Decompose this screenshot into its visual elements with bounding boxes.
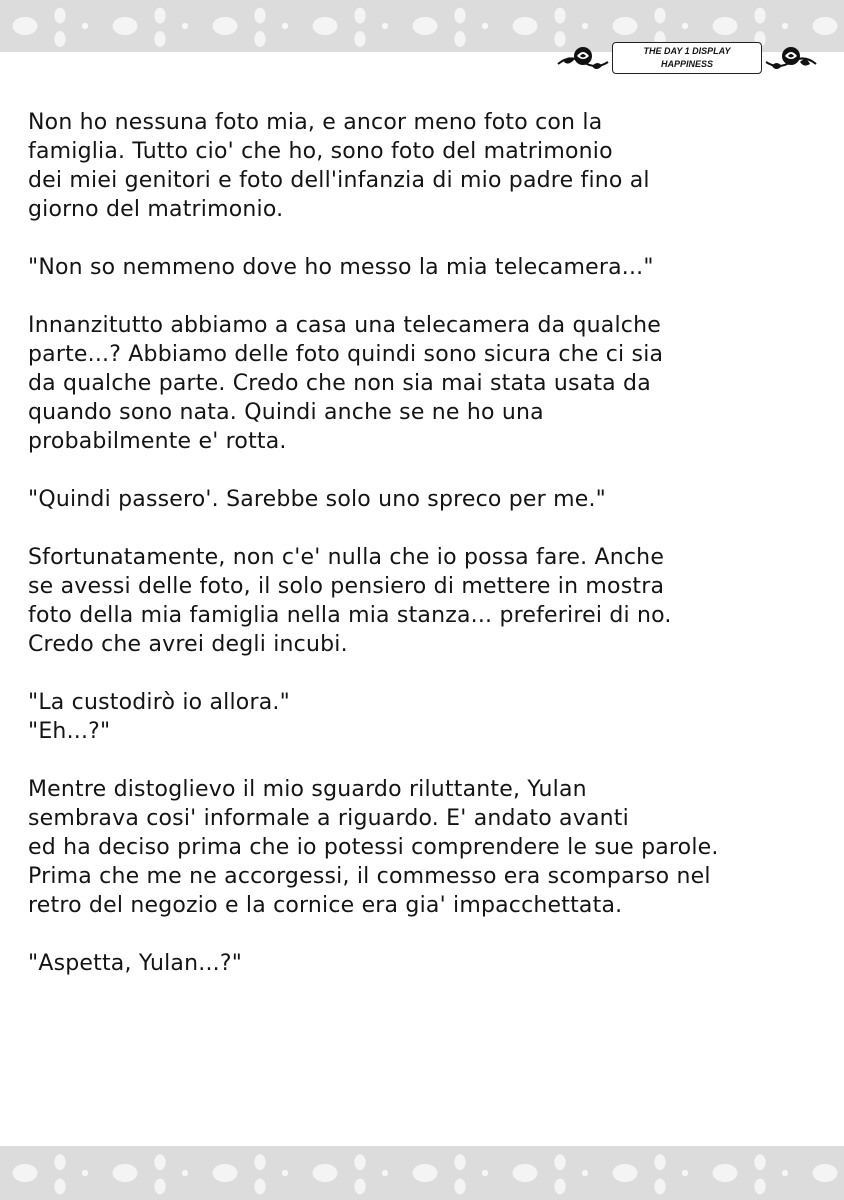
text-line: Prima che me ne accorgessi, il commesso era scomparso nel — [28, 864, 711, 889]
chapter-header-badge — [556, 38, 818, 78]
text-line: parte...? Abbiamo delle foto quindi sono sicura che ci sia — [28, 342, 664, 367]
paragraph-1 — [28, 108, 818, 224]
paragraph-8 — [28, 949, 818, 978]
bottom-damask-border — [0, 1146, 844, 1200]
paragraph-3 — [28, 311, 818, 456]
text-line: "Aspetta, Yulan...?" — [28, 951, 243, 976]
chapter-title-line2: HAPPINESS — [660, 59, 713, 69]
text-line: Sfortunatamente, non c'e' nulla che io possa fare. Anche — [28, 545, 665, 570]
paragraph-7 — [28, 775, 818, 920]
text-line: famiglia. Tutto cio' che ho, sono foto del matrimonio — [28, 139, 613, 164]
text-line: sembrava cosi' informale a riguardo. E' andato avanti — [28, 806, 629, 831]
text-line: "Quindi passero'. Sarebbe solo uno spreco per me." — [28, 487, 606, 512]
text-line: Non ho nessuna foto mia, e ancor meno foto con la — [28, 110, 603, 135]
text-line: Innanzitutto abbiamo a casa una telecamera da qualche — [28, 313, 661, 338]
text-line: ed ha deciso prima che io potessi comprendere le sue parole. — [28, 835, 719, 860]
text-line: retro del negozio e la cornice era gia' impacchettata. — [28, 893, 623, 918]
rose-ornament-icon — [764, 40, 818, 76]
text-line: quando sono nata. Quindi anche se ne ho una — [28, 400, 544, 425]
paragraph-2 — [28, 253, 818, 282]
text-line: "La custodirò io allora." — [28, 690, 290, 715]
text-line: "Eh...?" — [28, 719, 111, 744]
text-line: foto della mia famiglia nella mia stanza... preferirei di no. — [28, 603, 672, 628]
story-text — [28, 108, 818, 978]
paragraph-5 — [28, 543, 818, 659]
chapter-title-box — [612, 42, 762, 74]
text-line: giorno del matrimonio. — [28, 197, 284, 222]
text-line: probabilmente e' rotta. — [28, 429, 287, 454]
text-line: Credo che avrei degli incubi. — [28, 632, 348, 657]
text-line: dei miei genitori e foto dell'infanzia di mio padre fino al — [28, 168, 650, 193]
text-line: da qualche parte. Credo che non sia mai stata usata da — [28, 371, 651, 396]
text-line: se avessi delle foto, il solo pensiero di mettere in mostra — [28, 574, 665, 599]
chapter-title-line1: THE DAY 1 DISPLAY — [643, 46, 731, 56]
text-line: Mentre distoglievo il mio sguardo riluttante, Yulan — [28, 777, 587, 802]
paragraph-6 — [28, 688, 818, 746]
text-line: "Non so nemmeno dove ho messo la mia telecamera..." — [28, 255, 654, 280]
rose-ornament-icon — [556, 40, 610, 76]
paragraph-4 — [28, 485, 818, 514]
